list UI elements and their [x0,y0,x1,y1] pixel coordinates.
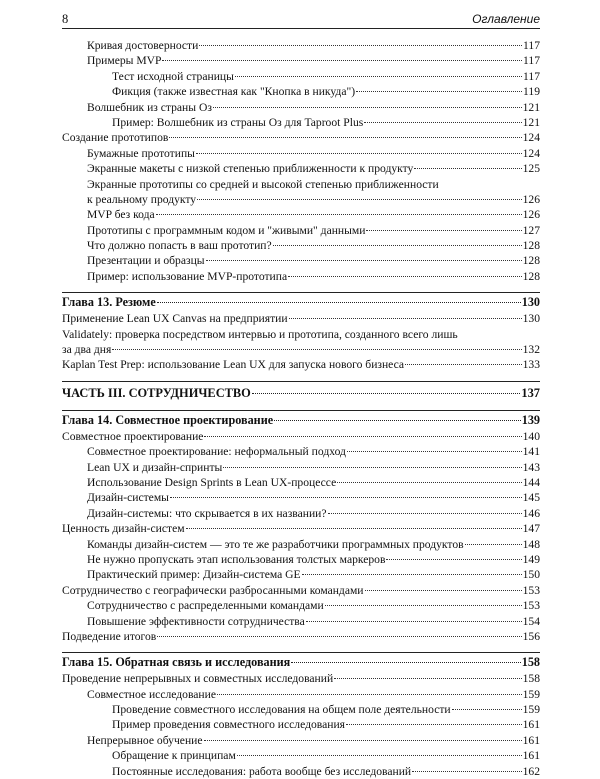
toc-entry[interactable] [62,733,540,748]
toc-page-number: 127 [522,223,540,237]
toc-page-number: 130 [522,312,540,326]
toc-entry-title: Применение Lean UX Canvas на предприятии [62,312,288,326]
toc-entry-title: Использование Design Sprints в Lean UX-процессе [87,475,337,489]
toc-entry[interactable] [62,764,540,779]
toc-entry-title: Дизайн-системы [87,491,169,505]
toc-entry-title: Волшебник из страны Оз [87,100,212,114]
dot-leader [196,153,522,154]
toc-page-number: 124 [522,146,540,160]
toc-entry-title: Подведение итогов [62,629,157,643]
toc-page-number: 128 [522,269,540,283]
dot-leader [223,467,521,468]
toc-entry-title: Kaplan Test Prep: использование Lean UX для запуска нового бизнеса [62,358,405,372]
toc-entry[interactable] [62,506,540,521]
toc-page-number: 133 [522,358,540,372]
toc-entry[interactable] [62,598,540,613]
toc-entry[interactable] [62,429,540,444]
toc-page-number: 161 [522,749,540,763]
toc-entry[interactable] [62,475,540,490]
toc-entry[interactable] [62,567,540,582]
toc-entry[interactable] [62,223,540,238]
dot-leader [405,364,522,365]
dot-leader [157,302,521,303]
dot-leader [156,214,522,215]
dot-leader [217,694,522,695]
toc-page-number: 128 [522,254,540,268]
toc-entry-title: Обращение к принципам [112,749,236,763]
toc-page-number: 140 [522,429,540,443]
toc-entry-title: Создание прототипов [62,131,169,145]
toc-entry[interactable] [62,748,540,763]
dot-leader [169,137,521,138]
toc-page-number: 156 [522,629,540,643]
toc-entry-title: Проведение совместного исследования на общем поле деятельности [112,703,451,717]
toc-page-number: 158 [521,655,540,670]
dot-leader [157,636,521,637]
running-head [62,10,540,28]
dot-leader [337,482,521,483]
dot-leader [273,245,522,246]
dot-leader [356,91,522,92]
toc-entry-title: Совместное исследование [87,687,216,701]
toc-entry-title: Не нужно пропускать этап использования толстых маркеров [87,552,386,566]
dot-leader [274,420,521,421]
toc-entry-title-continued: к реальному продукту [87,192,197,206]
toc-entry[interactable] [62,146,540,161]
section-title: Оглавление [472,12,540,26]
toc-entry-title: Validately: проверка посредством интервью и прототипа, созданного всего лишь [62,327,458,341]
toc-entry[interactable] [62,357,540,372]
toc-entry-title: Пример проведения совместного исследования [112,718,345,732]
toc-page-number: 119 [523,85,540,99]
toc-page-number: 126 [522,208,540,222]
toc-page-number: 141 [522,445,540,459]
toc-entry-title: Пример: Волшебник из страны Оз для Taproot Plus [112,115,364,129]
dot-leader [465,544,522,545]
toc-entry-title: Команды дизайн-систем — это те же разработчики программных продуктов [87,537,464,551]
dot-leader [206,260,522,261]
dot-leader [366,230,521,231]
toc-entry[interactable] [62,130,540,145]
part-heading[interactable] [62,381,540,402]
dot-leader [386,559,521,560]
toc-entry[interactable] [62,53,540,68]
toc-entry-title: Что должно попасть в ваш прототип? [87,239,272,253]
toc-page-number: 153 [522,599,540,613]
toc-entry-title: Глава 15. Обратная связь и исследования [62,655,291,670]
toc-entry-title: Прототипы с программным кодом и "живыми" данными [87,223,366,237]
toc-entry-title: Практический пример: Дизайн-система GE [87,568,301,582]
toc-entry-title: Сотрудничество с распределенными командами [87,599,324,613]
toc-page-number: 158 [522,672,540,686]
toc-page-number: 147 [522,522,540,536]
dot-leader [170,497,522,498]
toc-page-number: 144 [522,475,540,489]
dot-leader [291,662,520,663]
dot-leader [237,755,522,756]
toc-page-number: 159 [522,703,540,717]
toc-page-number: 143 [522,460,540,474]
toc-entry-title: Проведение непрерывных и совместных исследований [62,672,334,686]
table-of-contents [62,38,540,779]
toc-page-number: 139 [521,412,540,427]
dot-leader [347,451,522,452]
toc-page-number: 126 [522,192,540,206]
toc-entry[interactable] [62,84,540,99]
toc-entry-title: Дизайн-системы: что скрывается в их названии? [87,506,327,520]
dot-leader [204,436,521,437]
toc-entry[interactable] [62,38,540,53]
toc-entry[interactable] [62,521,540,536]
toc-entry-title: Lean UX и дизайн-спринты [87,460,223,474]
toc-entry-title: Пример: использование MVP-прототипа [87,269,288,283]
toc-entry-title: Ценность дизайн-систем [62,522,185,536]
dot-leader [289,318,522,319]
toc-page-number: 159 [522,687,540,701]
toc-page-number: 132 [522,343,540,357]
toc-entry-title: Сотрудничество с географически разбросанными командами [62,583,364,597]
dot-leader [186,528,522,529]
toc-page-number: 117 [523,54,540,68]
dot-leader [452,709,522,710]
dot-leader [364,122,521,123]
toc-entry[interactable] [62,327,540,358]
toc-entry[interactable] [62,702,540,717]
toc-page-number: 130 [521,295,540,310]
toc-entry[interactable] [62,717,540,732]
toc-entry[interactable] [62,444,540,459]
toc-entry[interactable] [62,207,540,222]
toc-entry[interactable] [62,269,540,284]
toc-page-number: 137 [521,385,540,400]
dot-leader [328,513,522,514]
toc-page-number: 128 [522,239,540,253]
toc-page-number: 154 [522,614,540,628]
toc-entry[interactable] [62,311,540,326]
toc-entry[interactable] [62,537,540,552]
chapter-heading[interactable] [62,292,540,311]
dot-leader [112,349,521,350]
toc-entry[interactable] [62,161,540,176]
toc-entry[interactable] [62,177,540,208]
toc-page-number: 121 [522,115,540,129]
toc-entry-title: Непрерывное обучение [87,733,203,747]
toc-page-number: 145 [522,491,540,505]
toc-entry-title: Тест исходной страницы [112,69,234,83]
dot-leader [365,590,522,591]
toc-entry-title-continued: за два дня [62,343,112,357]
toc-entry-title: Экранные макеты с низкой степенью приближенности к продукту [87,162,414,176]
toc-entry-title: Повышение эффективности сотрудничества [87,614,305,628]
chapter-heading[interactable] [62,410,540,429]
dot-leader [325,605,522,606]
toc-page-number: 121 [522,100,540,114]
dot-leader [197,199,522,200]
toc-page-number: 125 [522,162,540,176]
toc-entry[interactable] [62,629,540,644]
toc-page-number: 146 [522,506,540,520]
toc-entry-title: Кривая достоверности [87,39,199,52]
toc-entry-title: ЧАСТЬ III. СОТРУДНИЧЕСТВО [62,385,251,400]
chapter-heading[interactable] [62,652,540,671]
dot-leader [306,621,522,622]
dot-leader [235,76,522,77]
page-number: 8 [62,12,69,26]
toc-entry[interactable] [62,552,540,567]
header-rule [62,28,540,29]
toc-page-number: 148 [522,537,540,551]
dot-leader [162,60,522,61]
toc-entry[interactable] [62,460,540,475]
toc-entry[interactable] [62,671,540,686]
toc-entry[interactable] [62,490,540,505]
toc-entry[interactable] [62,238,540,253]
toc-entry[interactable] [62,614,540,629]
toc-page-number: 150 [522,568,540,582]
toc-entry[interactable] [62,253,540,268]
dot-leader [204,740,522,741]
dot-leader [288,276,522,277]
dot-leader [412,771,521,772]
dot-leader [213,107,522,108]
toc-entry-title: MVP без кода [87,208,155,222]
toc-page-number: 153 [522,583,540,597]
toc-entry-title: Совместное проектирование: неформальный подход [87,445,346,459]
toc-entry[interactable] [62,115,540,130]
toc-page-number: 149 [522,552,540,566]
dot-leader [414,168,521,169]
toc-entry-title: Совместное проектирование [62,429,204,443]
toc-entry[interactable] [62,687,540,702]
toc-entry-title: Бумажные прототипы [87,146,195,160]
toc-page-number: 117 [523,69,540,83]
toc-entry-title: Презентации и образцы [87,254,205,268]
toc-entry-title: Глава 13. Резюме [62,295,156,310]
dot-leader [334,678,521,679]
dot-leader [346,724,522,725]
toc-page-number: 124 [522,131,540,145]
dot-leader [302,574,522,575]
toc-entry[interactable] [62,100,540,115]
toc-entry-title: Экранные прототипы со средней и высокой степенью приближенности [87,177,439,191]
toc-entry-title: Постоянные исследования: работа вообще без исследований [112,764,412,778]
toc-page-number: 117 [523,39,540,52]
toc-entry-title: Глава 14. Совместное проектирование [62,412,274,427]
toc-page-number: 161 [522,718,540,732]
toc-page-number: 161 [522,733,540,747]
toc-entry-title: Фикция (также известная как "Кнопка в никуда") [112,85,356,99]
toc-entry[interactable] [62,69,540,84]
toc-page-number: 162 [522,764,540,778]
dot-leader [199,45,522,46]
dot-leader [252,393,521,394]
toc-entry[interactable] [62,583,540,598]
toc-entry-title: Примеры MVP [87,54,162,68]
